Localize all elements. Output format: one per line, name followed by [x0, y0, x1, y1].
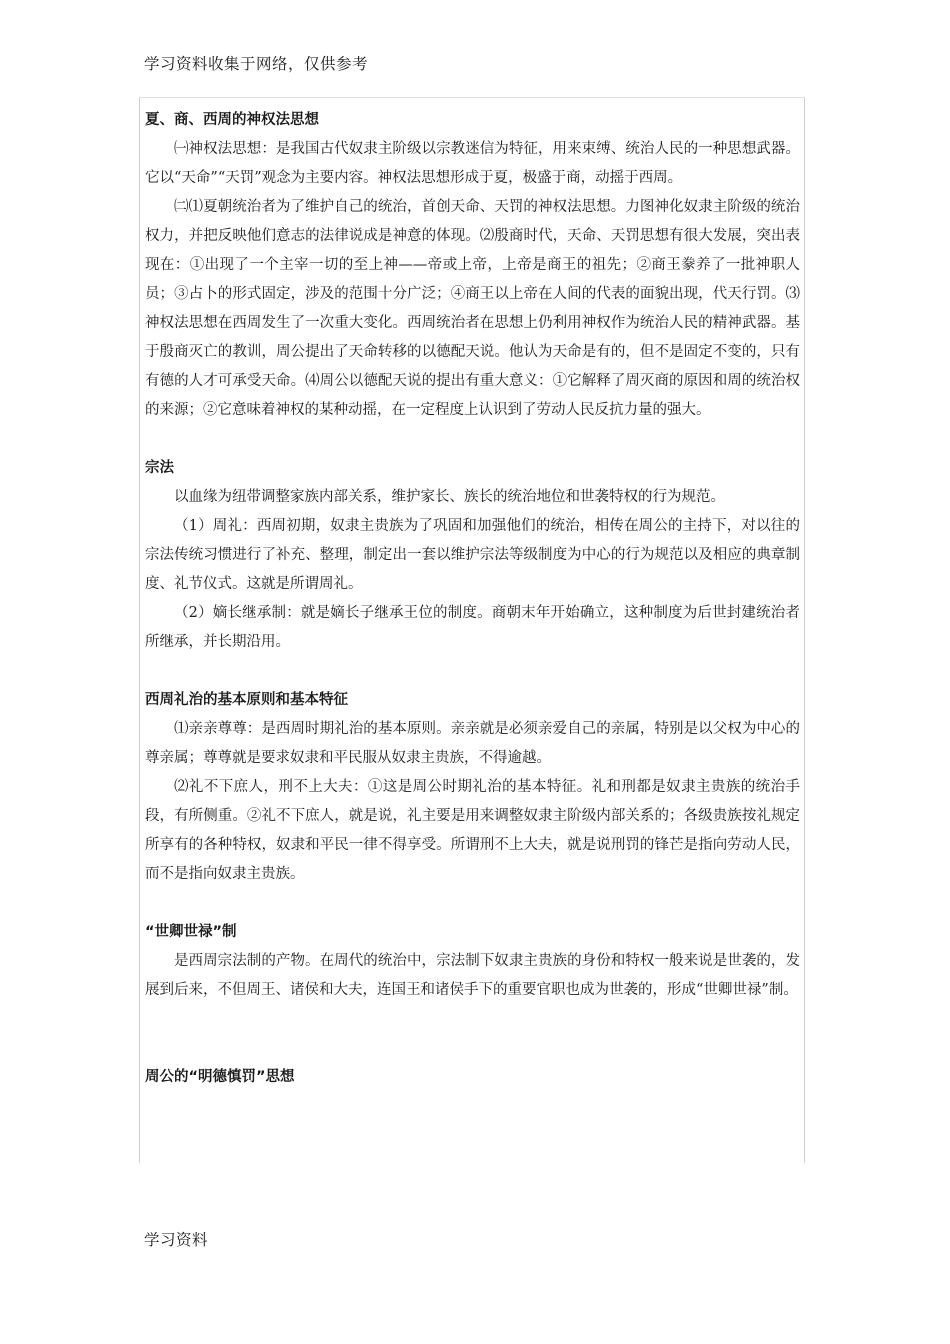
spacer: [145, 657, 800, 686]
section-hereditary-officials: [145, 918, 800, 1005]
header-note: 学习资料收集于网络，仅供参考: [144, 55, 369, 73]
section-theocratic-law: [145, 106, 800, 425]
paragraph: （2）嫡长继承制：就是嫡长子继承王位的制度。商朝末年开始确立，这种制度为后世封建统治者所继承，并长期沿用。: [145, 605, 800, 650]
paragraph: （1）周礼：西周初期，奴隶主贵族为了巩固和加强他们的统治，相传在周公的主持下，对以往的宗法传统习惯进行了补充、整理，制定出一套以维护宗法等级制度为中心的行为规范以及相应的典章制度、礼节仪式。这就是所谓周礼。: [145, 518, 800, 592]
paragraph: ⑴亲亲尊尊：是西周时期礼治的基本原则。亲亲就是必须亲爱自己的亲属，特别是以父权为中心的尊亲属；尊尊就是要求奴隶和平民服从奴隶主贵族，不得逾越。: [145, 721, 800, 766]
section-heading: 西周礼治的基本原则和基本特征: [145, 692, 348, 708]
spacer: [145, 1005, 800, 1063]
section-heading: 夏、商、西周的神权法思想: [145, 112, 319, 128]
paragraph: ⑵礼不下庶人，刑不上大夫：①这是周公时期礼治的基本特征。礼和刑都是奴隶主贵族的统治手段，有所侧重。②礼不下庶人，就是说，礼主要是用来调整奴隶主阶级内部关系的；各级贵族按礼规定所享有的各种特权，奴隶和平民一律不得享受。所谓刑不上大夫，就是说刑罚的锋芒是指向劳动人民，而不是指向奴隶主贵族。: [145, 779, 800, 882]
document-content-box: [139, 97, 805, 1163]
paragraph: ㈠神权法思想：是我国古代奴隶主阶级以宗教迷信为特征，用来束缚、统治人民的一种思想武器。它以“天命”“天罚”观念为主要内容。神权法思想形成于夏，极盛于商，动摇于西周。: [145, 141, 800, 186]
section-heading: “世卿世禄”制: [145, 924, 237, 940]
section-rites-principles: [145, 686, 800, 889]
paragraph: 以血缘为纽带调整家族内部关系，维护家长、族长的统治地位和世袭特权的行为规范。: [174, 489, 725, 505]
paragraph: ㈡⑴夏朝统治者为了维护自己的统治，首创天命、天罚的神权法思想。力图神化奴隶主阶级的统治权力，并把反映他们意志的法律说成是神意的体现。⑵殷商时代，天命、天罚思想有很大发展，突出表现在：①出现了一个主宰一切的至上神——帝或上帝，上帝是商王的祖先；②商王豢养了一批神职人员；③占卜的形式固定，涉及的范围十分广泛；④商王以上帝在人间的代表的面貌出现，代天行罚。⑶神权法思想在西周发生了一次重大变化。西周统治者在思想上仍利用神权作为统治人民的精神武器。基于殷商灭亡的教训，周公提出了天命转移的以德配天说。他认为天命是有的，但不是固定不变的，只有有德的人才可承受天命。⑷周公以德配天说的提出有重大意义：①它解释了周灭商的原因和周的统治权的来源；②它意味着神权的某种动摇，在一定程度上认识到了劳动人民反抗力量的强大。: [145, 199, 800, 418]
section-clan-law: [145, 454, 800, 657]
footer-note: 学习资料: [144, 1231, 209, 1249]
section-mingde-shenfa: [145, 1063, 800, 1092]
spacer: [145, 425, 800, 454]
section-heading: 周公的“明德慎罚”思想: [145, 1069, 295, 1085]
section-heading: 宗法: [145, 460, 174, 476]
paragraph: 是西周宗法制的产物。在周代的统治中，宗法制下奴隶主贵族的身份和特权一般来说是世袭的，发展到后来，不但周王、诸侯和大夫，连国王和诸侯手下的重要官职也成为世袭的，形成“世卿世禄”制。: [145, 953, 800, 998]
spacer: [145, 889, 800, 918]
document-content: [140, 98, 800, 1092]
